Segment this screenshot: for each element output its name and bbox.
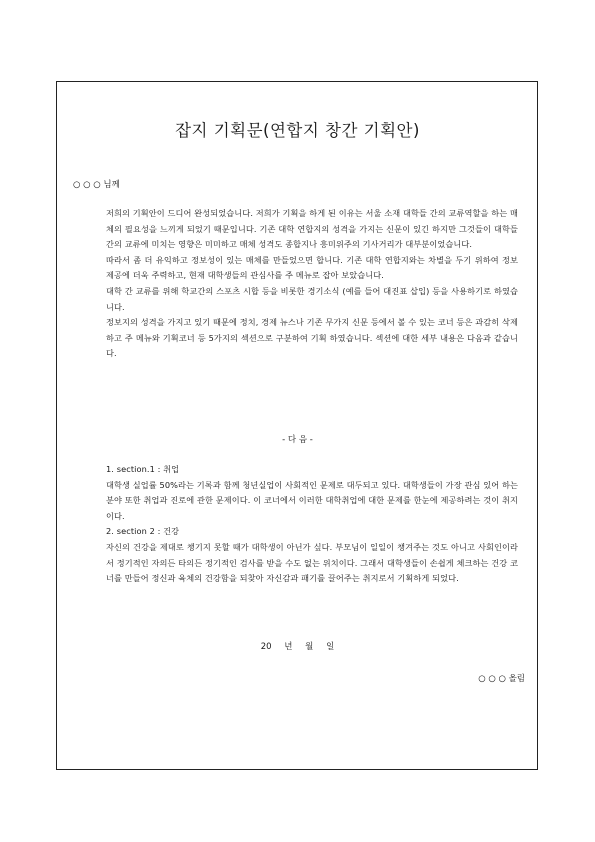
date-line: 20 년 월 일 [260,642,335,652]
document-border [56,81,538,770]
section-heading: 1. section.1 : 취업 [106,464,180,474]
body-paragraph: 정보지의 성격을 가지고 있기 때문에 정치, 경제 뉴스나 기존 무가지 신문 등에서 볼 수 있는 코너 등은 과감히 삭제하고 주 메뉴와 기획코너 등 5가지의 섹션으로 구분하여 기획 하였습니다. 섹션에 대한 세부 내용은 다음과 같습니다. [106,317,518,359]
section-text: 자신의 건강을 제대로 챙기지 못할 때가 대학생이 아닌가 싶다. 부모님이 일일이 챙겨주는 것도 아니고 사회인이라서 정기적인 자의든 타의든 정기적인 검사를 받을 수도 없는 위치이다. 그래서 대학생들이 손쉽게 체크하는 건강 코너를 만들어 정신과 육체의 건강함을 되찾아 자신감과 패기를 끌어주는 취지로서 기획하게 되었다. [106,541,518,584]
sections-list [106,462,518,587]
note-heading: - 다 음 - [282,435,313,445]
body-paragraph: 대학 간 교류를 위해 학교간의 스포츠 시합 등을 비롯한 경기소식 (예를 들어 대진표 삽입) 등을 사용하기로 하였습니다. [106,285,518,312]
document-body [106,206,518,362]
body-paragraph: 따라서 좀 더 유익하고 정보성이 있는 매체를 만들었으면 합니다. 기존 대학 연합지와는 차별을 두기 위하여 정보 제공에 더욱 주력하고, 현재 대학생들의 관심사를 주 메뉴로 잡아 보았습니다. [106,254,518,281]
section-text: 대학생 실업률 50%라는 기록과 함께 청년실업이 사회적인 문제로 대두되고 있다. 대학생들이 가장 관심 있어 하는 분야 또한 취업과 진로에 관한 문제이다. 이 코너에서 이러한 대학취업에 대한 문제를 한눈에 제공하려는 것이 취지이다. [106,479,518,521]
recipient-line: ○ ○ ○ 님께 [73,180,120,190]
document-title: 잡지 기획문(연합지 창간 기획안) [175,121,420,140]
section-heading: 2. section 2 : 건강 [106,526,180,537]
body-paragraph: 저희의 기획안이 드디어 완성되었습니다. 저희가 기획을 하게 된 이유는 서울 소재 대학들 간의 교류역할을 하는 매체의 필요성을 느끼게 되었기 때문입니다. 기존 대학 연합지의 성격을 가지는 신문이 있긴 하지만 그것들이 대학들 간의 교류에 미치는 영향은 미미하고 매체 성격도 종합지나 흥미위주의 기사거리가 대부분이었습니다. [106,208,518,250]
signature-line: ○ ○ ○ 올림 [478,674,525,684]
